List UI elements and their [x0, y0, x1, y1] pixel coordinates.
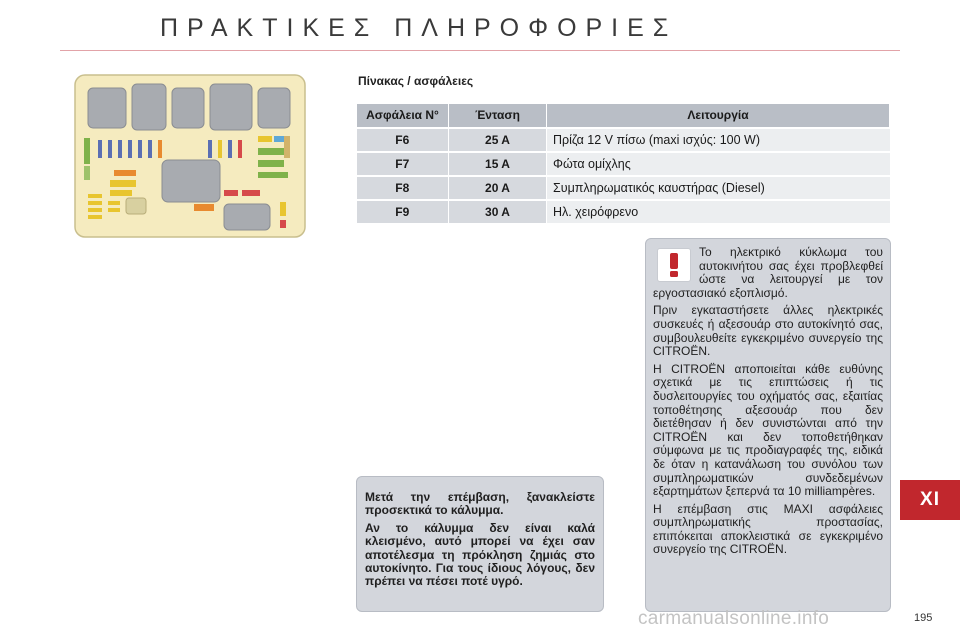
fuse-cell: F8	[357, 176, 449, 200]
fuse-table	[356, 103, 890, 225]
table-row	[357, 128, 890, 152]
page-number: 195	[914, 612, 933, 624]
fuse-cell: F7	[357, 152, 449, 176]
section-title: Πίνακας / ασφάλειες	[358, 74, 474, 88]
warning-paragraph: Πριν εγκαταστήσετε άλλες ηλεκτρικές συσκευές ή αξεσουάρ στο αυτοκίνητό σας, συμβουλευθείτε εγκεκριμένο συνεργείο της CITROËN.	[653, 303, 883, 359]
note-box	[356, 476, 604, 612]
watermark: carmanualsonline.info	[638, 608, 830, 629]
table-row	[357, 176, 890, 200]
fuse-cell: F6	[357, 128, 449, 152]
warning-paragraph: Το ηλεκτρικό κύκλωμα του αυτοκινήτου σας έχει προβλεφθεί ώστε να λειτουργεί με τον εργοστασιακό εξοπλισμό.	[653, 245, 883, 300]
header-function: Λειτουργία	[547, 104, 890, 128]
fuse-cell: F9	[357, 200, 449, 224]
amperage-cell: 15 A	[449, 152, 547, 176]
amperage-cell: 30 A	[449, 200, 547, 224]
exclamation-icon	[657, 248, 691, 282]
page-title: ΠΡΑΚΤΙΚΕΣ ΠΛΗΡΟΦΟΡΙΕΣ	[160, 14, 678, 42]
function-cell: Ηλ. χειρόφρενο	[547, 200, 890, 224]
amperage-cell: 20 A	[449, 176, 547, 200]
header-amperage: Ένταση	[449, 104, 547, 128]
warning-box	[645, 238, 891, 612]
function-cell: Πρίζα 12 V πίσω (maxi ισχύς: 100 W)	[547, 128, 890, 152]
note-paragraph: Αν το κάλυμμα δεν είναι καλά κλεισμένο, αυτό μπορεί να έχει σαν αποτέλεσμα τη πρόκληση ζημιάς στο αυτοκίνητο. Για τους ίδιους λόγους, δεν πρέπει να πέσει ποτέ υγρό.	[365, 520, 595, 589]
warning-paragraph: Η επέμβαση στις MAXI ασφάλειες συμπληρωματικής προστασίας, επιπόκειται αποκλειστικά σε εγκεκριμένο συνεργείο της CITROËN.	[653, 501, 883, 557]
chapter-tab: XI	[900, 480, 960, 520]
table-row	[357, 152, 890, 176]
function-cell: Συμπληρωματικός καυστήρας (Diesel)	[547, 176, 890, 200]
note-paragraph: Μετά την επέμβαση, ξανακλείστε προσεκτικά το κάλυμμα.	[365, 490, 595, 518]
title-divider	[60, 50, 900, 51]
fusebox-diagram	[74, 74, 306, 238]
table-row	[357, 200, 890, 224]
warning-paragraph: Η CITROËN αποποιείται κάθε ευθύνης σχετικά με τις επιπτώσεις ή τις δυσλειτουργίες του οχήματός σας, εξαιτίας τοποθέτησης αξεσουάρ που δεν διετέθησαν ή δεν συνιστώνται από την CITROËN και δεν τοποθετήθηκαν σύμφωνα με τις προδιαγραφές της, ειδικά δε όταν η κατανάλωση του συνόλου των συμπληρωματικών συνδεδεμένων εξαρτημάτων ξεπερνά τα 10 milliampères.	[653, 361, 883, 499]
amperage-cell: 25 A	[449, 128, 547, 152]
function-cell: Φώτα ομίχλης	[547, 152, 890, 176]
header-fuse: Ασφάλεια N°	[357, 104, 449, 128]
